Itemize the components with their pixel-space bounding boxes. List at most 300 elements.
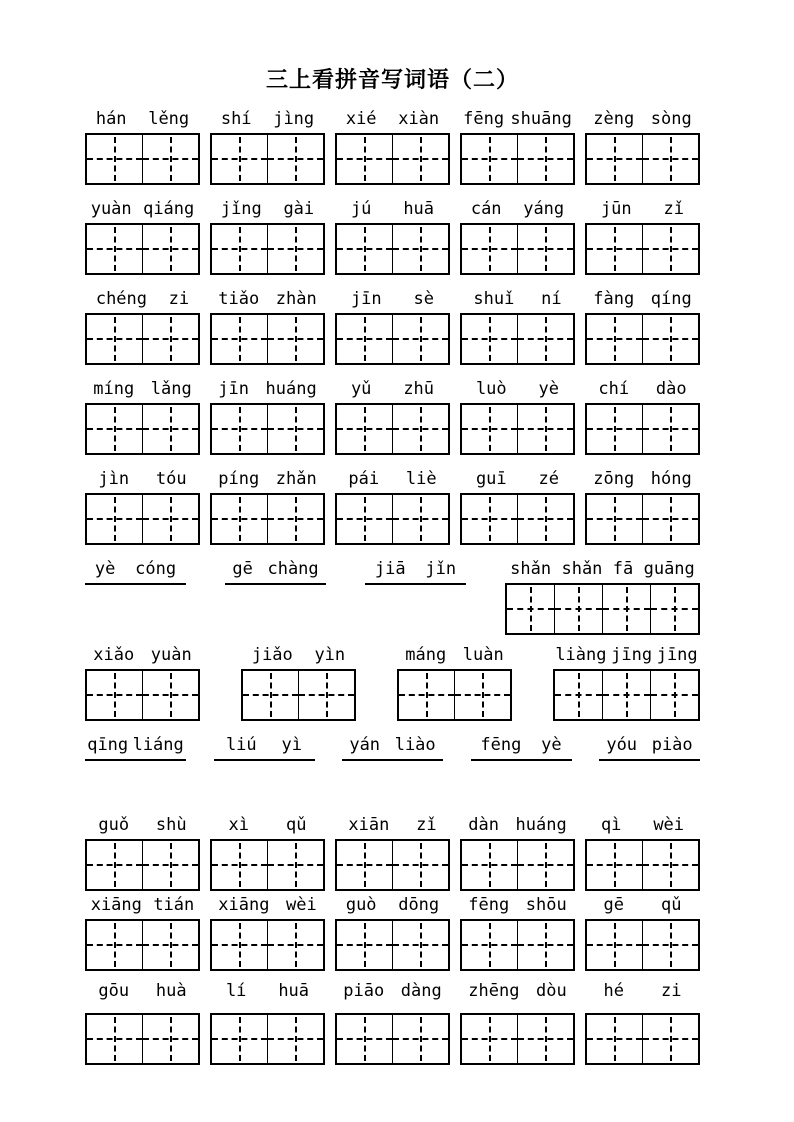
writing-grid bbox=[335, 313, 450, 365]
writing-cell bbox=[267, 495, 323, 543]
word-item bbox=[210, 197, 325, 275]
pinyin-syllable: míng bbox=[93, 378, 135, 399]
pinyin-syllable: dōng bbox=[398, 894, 440, 915]
pinyin-syllable: liú bbox=[225, 734, 257, 755]
word-item bbox=[460, 107, 575, 185]
pinyin-syllable: huáng bbox=[515, 814, 567, 835]
pinyin-syllable: tián bbox=[153, 894, 195, 915]
pinyin-syllable: jīng bbox=[611, 644, 653, 665]
writing-cell bbox=[587, 225, 642, 273]
pinyin-syllable: zi bbox=[661, 980, 682, 1001]
word-item bbox=[214, 733, 315, 761]
pinyin-label bbox=[335, 377, 450, 401]
pinyin-syllable: fēng bbox=[468, 894, 510, 915]
pinyin-label bbox=[335, 893, 450, 917]
writing-grid bbox=[585, 919, 700, 971]
pinyin-syllable: chàng bbox=[267, 558, 319, 579]
writing-grid bbox=[460, 313, 575, 365]
pinyin-syllable: jīng bbox=[656, 644, 698, 665]
pinyin-syllable: tiǎo bbox=[218, 288, 260, 309]
pinyin-label bbox=[85, 893, 200, 917]
writing-cell bbox=[507, 585, 554, 633]
pinyin-label bbox=[460, 287, 575, 311]
pinyin-label bbox=[460, 467, 575, 491]
pinyin-syllable: xié bbox=[345, 108, 377, 129]
writing-grid bbox=[585, 403, 700, 455]
writing-cell bbox=[462, 921, 517, 969]
pinyin-syllable: jǐn bbox=[425, 558, 457, 579]
word-item bbox=[585, 893, 700, 971]
pinyin-label bbox=[85, 197, 200, 221]
pinyin-syllable: fàng bbox=[593, 288, 635, 309]
pinyin-syllable: fā bbox=[612, 558, 634, 579]
pinyin-label-underlined bbox=[471, 733, 572, 761]
pinyin-label bbox=[585, 813, 700, 837]
pinyin-label bbox=[335, 467, 450, 491]
pinyin-row bbox=[85, 557, 700, 635]
writing-cell bbox=[602, 585, 650, 633]
word-item bbox=[335, 893, 450, 971]
pinyin-syllable: sè bbox=[413, 288, 435, 309]
pinyin-syllable: zi bbox=[168, 288, 190, 309]
word-item bbox=[335, 813, 450, 891]
pinyin-syllable: pái bbox=[348, 468, 380, 489]
pinyin-row bbox=[85, 733, 700, 761]
writing-cell bbox=[87, 315, 142, 363]
writing-grid bbox=[335, 1013, 450, 1065]
pinyin-syllable: xì bbox=[228, 814, 249, 835]
writing-grid bbox=[585, 223, 700, 275]
pinyin-syllable: xiāng bbox=[90, 894, 142, 915]
pinyin-syllable: xiàn bbox=[398, 108, 440, 129]
pinyin-label bbox=[460, 979, 575, 1003]
pinyin-syllable: shuāng bbox=[510, 108, 572, 129]
word-item bbox=[335, 107, 450, 185]
writing-cell bbox=[142, 841, 198, 889]
pinyin-syllable: zé bbox=[538, 468, 560, 489]
pinyin-syllable: dào bbox=[655, 378, 687, 399]
pinyin-syllable: chí bbox=[598, 378, 630, 399]
pinyin-syllable: shǎn bbox=[561, 558, 603, 579]
pinyin-syllable: jiā bbox=[374, 558, 406, 579]
writing-cell bbox=[392, 841, 448, 889]
word-item bbox=[460, 893, 575, 971]
writing-cell bbox=[142, 1015, 198, 1063]
pinyin-label bbox=[85, 979, 200, 1003]
pinyin-syllable: huā bbox=[403, 198, 435, 219]
writing-cell bbox=[462, 135, 517, 183]
writing-cell bbox=[212, 135, 267, 183]
writing-cell bbox=[337, 225, 392, 273]
writing-cell bbox=[554, 585, 602, 633]
writing-cell bbox=[267, 225, 323, 273]
writing-cell bbox=[454, 671, 510, 719]
pinyin-syllable: yì bbox=[281, 734, 303, 755]
writing-cell bbox=[587, 841, 642, 889]
pinyin-syllable: wèi bbox=[286, 894, 317, 915]
writing-cell bbox=[87, 135, 142, 183]
pinyin-label bbox=[85, 467, 200, 491]
pinyin-syllable: lǎng bbox=[150, 378, 192, 399]
pinyin-syllable: zōng bbox=[593, 468, 635, 489]
pinyin-syllable: guī bbox=[475, 468, 507, 489]
word-item bbox=[241, 643, 356, 721]
writing-cell bbox=[212, 495, 267, 543]
writing-grid bbox=[335, 493, 450, 545]
pinyin-syllable: xiān bbox=[348, 814, 390, 835]
pinyin-label bbox=[335, 979, 450, 1003]
word-item bbox=[85, 979, 200, 1065]
pinyin-label bbox=[585, 893, 700, 917]
pinyin-row bbox=[85, 107, 700, 185]
pinyin-label bbox=[210, 979, 325, 1003]
writing-grid bbox=[85, 1013, 200, 1065]
writing-cell bbox=[517, 315, 573, 363]
writing-cell bbox=[642, 921, 698, 969]
pinyin-syllable: guāng bbox=[643, 558, 695, 579]
pinyin-syllable: zhàn bbox=[275, 288, 317, 309]
pinyin-syllable: yuàn bbox=[150, 644, 192, 665]
writing-cell bbox=[587, 315, 642, 363]
writing-cell bbox=[555, 671, 602, 719]
pinyin-label bbox=[210, 813, 325, 837]
pinyin-syllable: guò bbox=[345, 894, 377, 915]
pinyin-label bbox=[335, 197, 450, 221]
writing-cell bbox=[650, 671, 698, 719]
pinyin-syllable: jūn bbox=[600, 198, 632, 219]
pinyin-label bbox=[85, 107, 200, 131]
pinyin-syllable: dàn bbox=[468, 814, 499, 835]
writing-grid bbox=[397, 669, 512, 721]
writing-grid bbox=[85, 403, 200, 455]
pinyin-syllable: fēng bbox=[480, 734, 522, 755]
writing-cell bbox=[337, 841, 392, 889]
word-item bbox=[397, 643, 512, 721]
word-item bbox=[85, 287, 200, 365]
writing-grid bbox=[210, 1013, 325, 1065]
writing-grid bbox=[460, 493, 575, 545]
writing-cell bbox=[267, 135, 323, 183]
writing-cell bbox=[337, 315, 392, 363]
word-item bbox=[85, 197, 200, 275]
writing-cell bbox=[87, 921, 142, 969]
word-item bbox=[210, 979, 325, 1065]
writing-cell bbox=[587, 495, 642, 543]
pinyin-row bbox=[85, 287, 700, 365]
writing-cell bbox=[462, 405, 517, 453]
pinyin-syllable: píng bbox=[218, 468, 260, 489]
writing-grid bbox=[210, 493, 325, 545]
writing-grid bbox=[85, 313, 200, 365]
writing-cell bbox=[212, 405, 267, 453]
writing-grid bbox=[585, 1013, 700, 1065]
pinyin-syllable: gōu bbox=[98, 980, 130, 1001]
pinyin-label bbox=[585, 377, 700, 401]
pinyin-syllable: shǎn bbox=[510, 558, 552, 579]
pinyin-syllable: piāo bbox=[343, 980, 385, 1001]
writing-cell bbox=[87, 405, 142, 453]
pinyin-row bbox=[85, 643, 700, 721]
writing-cell bbox=[142, 225, 198, 273]
pinyin-syllable: shí bbox=[220, 108, 252, 129]
pinyin-syllable: yìn bbox=[314, 644, 346, 665]
pinyin-row bbox=[85, 979, 700, 1065]
word-item bbox=[210, 893, 325, 971]
pinyin-syllable: qíng bbox=[650, 288, 692, 309]
pinyin-label bbox=[210, 107, 325, 131]
writing-cell bbox=[399, 671, 454, 719]
pinyin-syllable: cóng bbox=[135, 558, 177, 579]
word-item bbox=[505, 557, 700, 635]
pinyin-label bbox=[241, 643, 356, 667]
pinyin-syllable: piào bbox=[651, 734, 693, 755]
writing-cell bbox=[298, 671, 354, 719]
writing-grid bbox=[460, 1013, 575, 1065]
pinyin-syllable: hé bbox=[603, 980, 624, 1001]
writing-grid bbox=[335, 403, 450, 455]
writing-cell bbox=[142, 671, 198, 719]
pinyin-syllable: huà bbox=[155, 980, 187, 1001]
writing-grid bbox=[335, 133, 450, 185]
pinyin-syllable: wèi bbox=[653, 814, 685, 835]
word-item bbox=[335, 197, 450, 275]
writing-grid bbox=[460, 223, 575, 275]
writing-cell bbox=[337, 921, 392, 969]
writing-cell bbox=[392, 921, 448, 969]
word-item bbox=[460, 197, 575, 275]
writing-cell bbox=[392, 315, 448, 363]
writing-cell bbox=[392, 1015, 448, 1063]
pinyin-syllable: jīn bbox=[350, 288, 382, 309]
pinyin-label bbox=[85, 377, 200, 401]
writing-cell bbox=[462, 1015, 517, 1063]
writing-cell bbox=[392, 225, 448, 273]
pinyin-syllable: xiǎo bbox=[93, 644, 135, 665]
pinyin-syllable: gē bbox=[603, 894, 624, 915]
pinyin-syllable: yóu bbox=[606, 734, 638, 755]
pinyin-syllable: shuǐ bbox=[473, 288, 515, 309]
writing-grid bbox=[210, 919, 325, 971]
word-item bbox=[85, 893, 200, 971]
pinyin-syllable: gài bbox=[283, 198, 315, 219]
pinyin-label bbox=[85, 287, 200, 311]
pinyin-label bbox=[460, 813, 575, 837]
pinyin-label bbox=[585, 979, 700, 1003]
pinyin-label bbox=[460, 197, 575, 221]
pinyin-syllable: jú bbox=[350, 198, 372, 219]
pinyin-syllable: qǔ bbox=[661, 894, 682, 915]
writing-grid bbox=[585, 313, 700, 365]
pinyin-syllable: yè bbox=[538, 378, 560, 399]
word-item bbox=[585, 287, 700, 365]
pinyin-syllable: xiāng bbox=[218, 894, 270, 915]
pinyin-label-underlined bbox=[85, 557, 186, 585]
writing-grid bbox=[553, 669, 700, 721]
pinyin-syllable: zhēng bbox=[468, 980, 520, 1001]
pinyin-label bbox=[460, 377, 575, 401]
writing-cell bbox=[212, 841, 267, 889]
pinyin-syllable: huáng bbox=[265, 378, 317, 399]
writing-grid bbox=[85, 919, 200, 971]
writing-cell bbox=[267, 841, 323, 889]
pinyin-syllable: qì bbox=[600, 814, 622, 835]
writing-cell bbox=[587, 1015, 642, 1063]
pinyin-syllable: liè bbox=[405, 468, 437, 489]
writing-cell bbox=[642, 495, 698, 543]
word-item bbox=[210, 467, 325, 545]
page-title: 三上看拼音写词语（二） bbox=[265, 67, 519, 93]
writing-grid bbox=[85, 133, 200, 185]
writing-cell bbox=[337, 135, 392, 183]
writing-cell bbox=[142, 135, 198, 183]
writing-cell bbox=[337, 405, 392, 453]
pinyin-label bbox=[210, 377, 325, 401]
writing-cell bbox=[392, 495, 448, 543]
word-item bbox=[471, 733, 572, 761]
pinyin-syllable: tóu bbox=[155, 468, 187, 489]
writing-grid bbox=[210, 403, 325, 455]
pinyin-syllable: qiáng bbox=[143, 198, 195, 219]
pinyin-syllable: máng bbox=[405, 644, 447, 665]
pinyin-syllable: zèng bbox=[593, 108, 635, 129]
pinyin-syllable: shōu bbox=[525, 894, 567, 915]
writing-grid bbox=[85, 223, 200, 275]
pinyin-label bbox=[335, 287, 450, 311]
writing-cell bbox=[517, 495, 573, 543]
pinyin-syllable: hán bbox=[95, 108, 127, 129]
writing-grid bbox=[85, 839, 200, 891]
writing-cell bbox=[517, 225, 573, 273]
pinyin-label bbox=[553, 643, 700, 667]
writing-cell bbox=[587, 921, 642, 969]
pinyin-syllable: zǐ bbox=[663, 198, 685, 219]
word-item bbox=[335, 287, 450, 365]
writing-cell bbox=[267, 921, 323, 969]
writing-cell bbox=[650, 585, 698, 633]
writing-grid bbox=[85, 669, 200, 721]
word-item bbox=[553, 643, 700, 721]
word-item bbox=[85, 813, 200, 891]
writing-grid bbox=[460, 133, 575, 185]
pinyin-syllable: guǒ bbox=[98, 814, 130, 835]
word-item bbox=[210, 813, 325, 891]
writing-cell bbox=[142, 405, 198, 453]
writing-cell bbox=[212, 315, 267, 363]
writing-cell bbox=[642, 405, 698, 453]
pinyin-syllable: cán bbox=[470, 198, 502, 219]
writing-grid bbox=[241, 669, 356, 721]
pinyin-syllable: dòu bbox=[536, 980, 567, 1001]
pinyin-label bbox=[585, 467, 700, 491]
pinyin-label bbox=[460, 107, 575, 131]
pinyin-syllable: yuàn bbox=[90, 198, 132, 219]
writing-cell bbox=[142, 315, 198, 363]
writing-cell bbox=[642, 315, 698, 363]
pinyin-label bbox=[505, 557, 700, 581]
word-item bbox=[460, 287, 575, 365]
writing-cell bbox=[462, 315, 517, 363]
pinyin-label bbox=[397, 643, 512, 667]
writing-cell bbox=[87, 671, 142, 719]
pinyin-row bbox=[85, 377, 700, 455]
pinyin-label-underlined bbox=[85, 733, 186, 761]
pinyin-syllable: hóng bbox=[650, 468, 692, 489]
writing-grid bbox=[210, 839, 325, 891]
writing-cell bbox=[602, 671, 650, 719]
pinyin-syllable: ní bbox=[541, 288, 562, 309]
writing-cell bbox=[642, 135, 698, 183]
writing-grid bbox=[585, 133, 700, 185]
pinyin-syllable: yǔ bbox=[350, 378, 372, 399]
word-item bbox=[585, 467, 700, 545]
pinyin-syllable: yè bbox=[541, 734, 562, 755]
writing-cell bbox=[87, 1015, 142, 1063]
pinyin-syllable: jiǎo bbox=[251, 644, 293, 665]
word-item bbox=[210, 287, 325, 365]
writing-cell bbox=[142, 921, 198, 969]
word-item bbox=[460, 377, 575, 455]
word-item bbox=[85, 733, 186, 761]
pinyin-label bbox=[460, 893, 575, 917]
word-item bbox=[85, 557, 186, 585]
word-item bbox=[85, 467, 200, 545]
pinyin-syllable: gē bbox=[232, 558, 253, 579]
pinyin-syllable: yè bbox=[94, 558, 116, 579]
pinyin-syllable: qīng bbox=[87, 734, 129, 755]
word-item bbox=[335, 467, 450, 545]
writing-grid bbox=[585, 839, 700, 891]
word-item bbox=[335, 979, 450, 1065]
pinyin-label bbox=[585, 197, 700, 221]
writing-cell bbox=[212, 1015, 267, 1063]
word-item bbox=[85, 107, 200, 185]
writing-cell bbox=[517, 841, 573, 889]
writing-grid bbox=[460, 919, 575, 971]
pinyin-syllable: shù bbox=[155, 814, 187, 835]
pinyin-row bbox=[85, 813, 700, 891]
writing-cell bbox=[267, 1015, 323, 1063]
writing-cell bbox=[517, 135, 573, 183]
writing-cell bbox=[587, 135, 642, 183]
writing-cell bbox=[392, 135, 448, 183]
writing-cell bbox=[587, 405, 642, 453]
writing-cell bbox=[87, 225, 142, 273]
writing-cell bbox=[212, 225, 267, 273]
pinyin-syllable: yán bbox=[349, 734, 381, 755]
writing-cell bbox=[142, 495, 198, 543]
pinyin-label bbox=[210, 893, 325, 917]
pinyin-label bbox=[85, 643, 200, 667]
pinyin-row bbox=[85, 467, 700, 545]
pinyin-syllable: chéng bbox=[95, 288, 148, 309]
writing-cell bbox=[517, 921, 573, 969]
pinyin-syllable: liàng bbox=[555, 644, 607, 665]
writing-cell bbox=[642, 225, 698, 273]
pinyin-syllable: lí bbox=[225, 980, 247, 1001]
writing-grid bbox=[460, 839, 575, 891]
writing-grid bbox=[210, 133, 325, 185]
writing-cell bbox=[462, 225, 517, 273]
pinyin-label bbox=[585, 287, 700, 311]
word-item bbox=[365, 557, 466, 585]
pinyin-syllable: liáng bbox=[132, 734, 184, 755]
pinyin-label bbox=[210, 287, 325, 311]
pinyin-syllable: sòng bbox=[650, 108, 692, 129]
writing-cell bbox=[267, 315, 323, 363]
pinyin-syllable: jǐng bbox=[220, 198, 262, 219]
word-item bbox=[342, 733, 443, 761]
pinyin-syllable: fēng bbox=[463, 108, 505, 129]
